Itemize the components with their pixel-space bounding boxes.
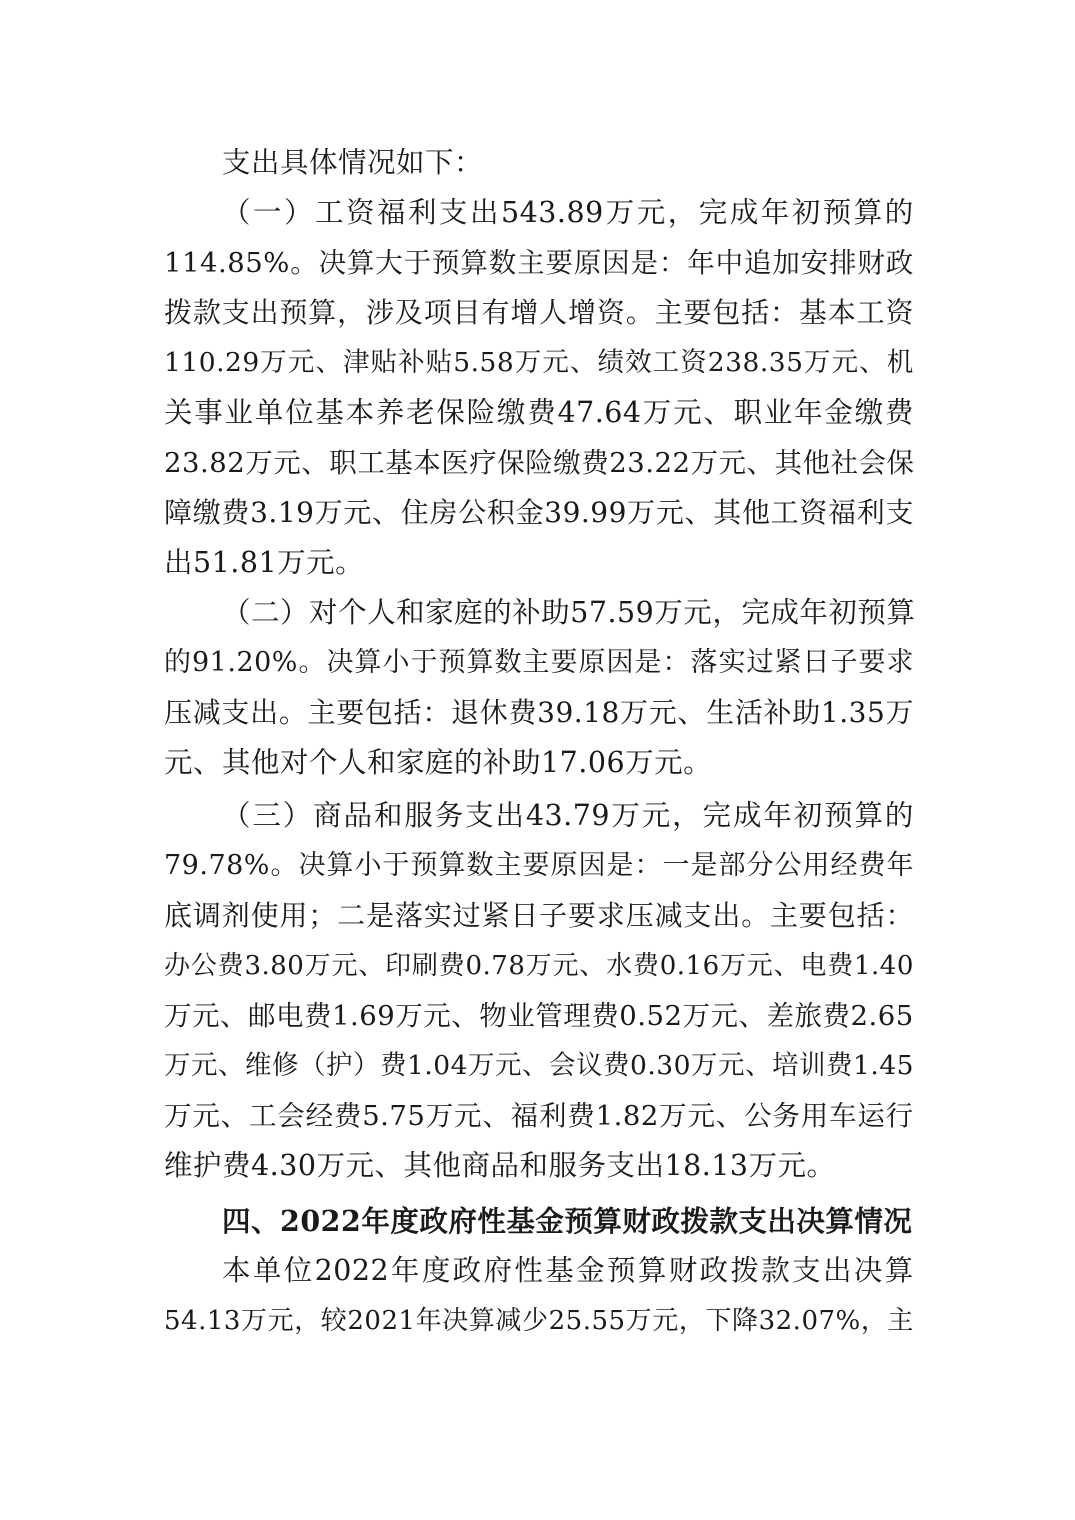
- paragraph-line: 维护费4.30万元、其他商品和服务支出18.13万元。: [164, 1149, 836, 1182]
- paragraph-line: 本 单 位 2022 年 度 政 府 性 基 金 预 算 财 政 拨 款 支 出 决 算: [222, 1254, 914, 1287]
- paragraph-line: 办 公 费 3.80 万 元 、 印 刷 费 0.78 万 元 、 水 费 0.16 万 元 、 电 费 1.40: [164, 951, 914, 981]
- paragraph-line: 的 91.20% 。 决 算 小 于 预 算 数 主 要 原 因 是 ： 落 实 过 紧 日 子 要 求: [164, 647, 914, 678]
- paragraph-line: 79.78% 。 决 算 小 于 预 算 数 主 要 原 因 是 ： 一 是 部 分 公 用 经 费 年: [164, 850, 914, 881]
- paragraph-line: （ 二 ） 对 个 人 和 家 庭 的 补 助 57.59 万 元 ， 完 成 年 初 预 算: [222, 596, 916, 629]
- paragraph-line: 压 减 支 出 。 主 要 包 括 ： 退 休 费 39.18 万 元 、 生 活 补 助 1.35 万: [164, 696, 914, 729]
- paragraph-line: 支出具体情况如下：: [222, 146, 484, 179]
- paragraph-line: 114.85% 。 决 算 大 于 预 算 数 主 要 原 因 是 ： 年 中 追 加 安 排 财 政: [164, 247, 914, 279]
- paragraph-line: 110.29 万 元 、 津 贴 补 贴 5.58 万 元 、 绩 效 工 资 238.35 万 元 、 机: [164, 347, 914, 378]
- paragraph-line: （ 一 ） 工 资 福 利 支 出 543.89 万 元 ， 完 成 年 初 预 算 的: [222, 196, 914, 229]
- paragraph-line: （ 三 ） 商 品 和 服 务 支 出 43.79 万 元 ， 完 成 年 初 预 算 的: [222, 799, 914, 832]
- paragraph-line: 出51.81万元。: [164, 546, 365, 579]
- paragraph-line: 万 元 、 维 修 （ 护 ） 费 1.04 万 元 、 会 议 费 0.30 万 元 、 培 训 费 1.45: [164, 1050, 915, 1081]
- paragraph-line: 54.13 万 元 ， 较 2021 年 决 算 减 少 25.55 万 元 ， 下 降 32.07% ， 主: [164, 1306, 914, 1336]
- paragraph-line: 23.82 万 元 、 职 工 基 本 医 疗 保 险 缴 费 23.22 万 元 、 其 他 社 会 保: [164, 447, 915, 479]
- section-heading: 四、2022年度政府性基金预算财政拨款支出决算情况: [222, 1204, 913, 1238]
- paragraph-line: 关 事 业 单 位 基 本 养 老 保 险 缴 费 47.64 万 元 、 职 业 年 金 缴 费: [164, 396, 914, 429]
- paragraph-line: 底 调 剂 使 用 ； 二 是 落 实 过 紧 日 子 要 求 压 减 支 出 。 主 要 包 括 ：: [164, 899, 914, 932]
- paragraph-line: 拨 款 支 出 预 算 ， 涉 及 项 目 有 增 人 增 资 。 主 要 包 括 ： 基 本 工 资: [164, 296, 914, 329]
- paragraph-line: 障 缴 费 3.19 万 元 、 住 房 公 积 金 39.99 万 元 、 其 他 工 资 福 利 支: [164, 496, 914, 529]
- paragraph-line: 元、其他对个人和家庭的补助17.06万元。: [164, 746, 713, 779]
- paragraph-line: 万 元 、 工 会 经 费 5.75 万 元 、 福 利 费 1.82 万 元 、 公 务 用 车 运 行: [164, 1100, 914, 1132]
- paragraph-line: 万 元 、 邮 电 费 1.69 万 元 、 物 业 管 理 费 0.52 万 元 、 差 旅 费 2.65: [164, 1000, 914, 1032]
